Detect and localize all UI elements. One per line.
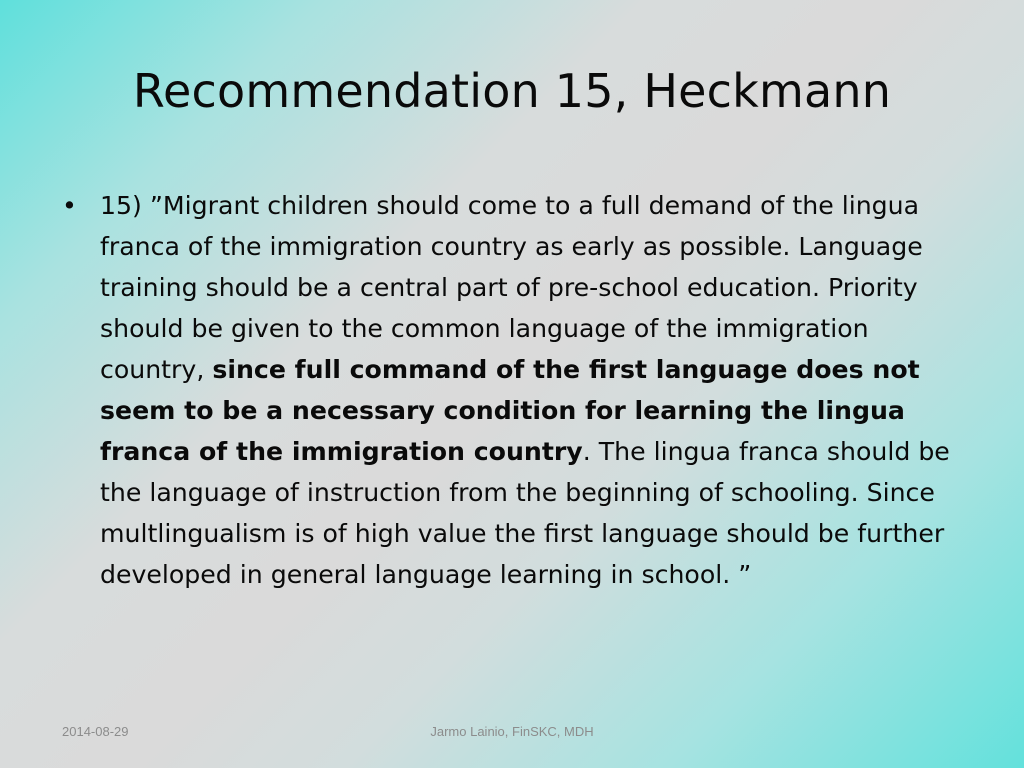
bullet-list [62,185,962,595]
bullet-text-part1: 15) ”Migrant children should come to a full demand of the lingua franca of the immigration country as early as possible. Language training should be a central part of pre-school education. Priority should be given to the common language of the immigration country, [100,191,923,384]
slide-title: Recommendation 15, Heckmann [132,64,892,118]
bullet-item [62,185,962,595]
bullet-marker: • [62,191,77,220]
footer-date: 2014-08-29 [62,724,129,739]
bullet-text [100,185,962,595]
bullet-text-part2: . The lingua franca should be the language of instruction from the beginning of schooling. Since multlingualism is of high value the first language should be further developed in general language learning in school. ” [100,437,950,589]
footer-author: Jarmo Lainio, FinSKC, MDH [430,724,594,739]
bullet-text-bold: since full command of the first language does not seem to be a necessary condition for learning the lingua franca of the immigration country [100,355,920,466]
